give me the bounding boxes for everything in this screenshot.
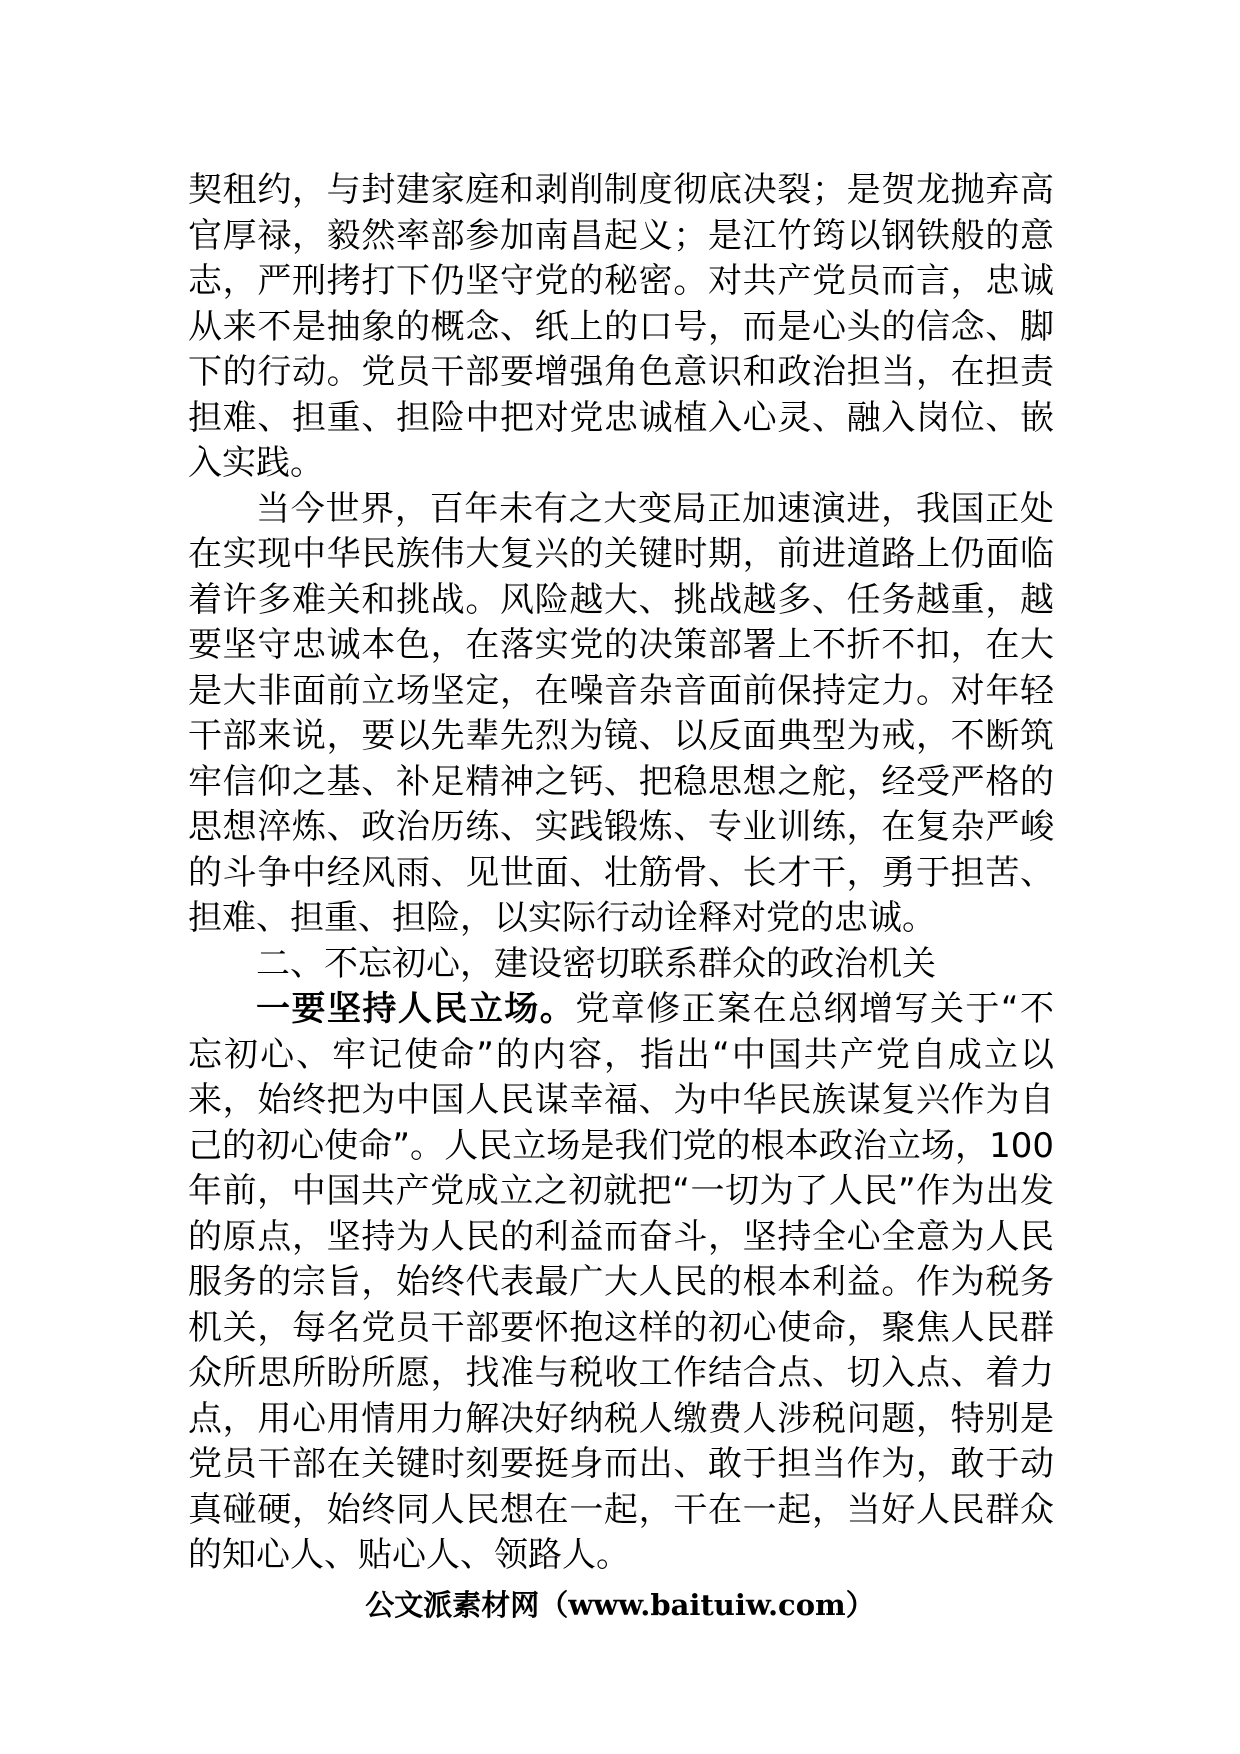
paragraph-4-lead: 一要坚持人民立场。 bbox=[256, 989, 576, 1029]
document-body bbox=[188, 168, 1054, 1579]
paragraph-1-text: 契租约，与封建家庭和剥削制度彻底决裂；是贺龙抛弃高官厚禄，毅然率部参加南昌起义；是江竹筠以钢铁般的意志，严刑拷打下仍坚守党的秘密。对共产党员而言，忠诚从来不是抽象的概念、纸上的口号，而是心头的信念、脚下的行动。党员干部要增强角色意识和政治担当，在担责担难、担重、担险中把对党忠诚植入心灵、融入岗位、嵌入实践。 bbox=[188, 170, 1054, 483]
paragraph-2 bbox=[188, 487, 1054, 942]
section-heading bbox=[188, 942, 1054, 988]
footer-source: 公文派素材网（www.baituiw.com） bbox=[365, 1588, 875, 1622]
paragraph-4 bbox=[188, 987, 1054, 1579]
paragraph-2-text: 当今世界，百年未有之大变局正加速演进，我国正处在实现中华民族伟大复兴的关键时期，前进道路上仍面临着许多难关和挑战。风险越大、挑战越多、任务越重，越要坚守忠诚本色，在落实党的决策部署上不折不扣，在大是大非面前立场坚定，在噪音杂音面前保持定力。对年轻干部来说，要以先辈先烈为镜、以反面典型为戒，不断筑牢信仰之基、补足精神之钙、把稳思想之舵，经受严格的思想淬炼、政治历练、实践锻炼、专业训练，在复杂严峻的斗争中经风雨、见世面、壮筋骨、长才干，勇于担苦、担难、担重、担险，以实际行动诠释对党的忠诚。 bbox=[188, 488, 1054, 938]
paragraph-4-text: 党章修正案在总纲增写关于“不忘初心、牢记使命”的内容，指出“中国共产党自成立以来，始终把为中国人民谋幸福、为中华民族谋复兴作为自己的初心使命”。人民立场是我们党的根本政治立场，100年前，中国共产党成立之初就把“一切为了人民”作为出发的原点，坚持为人民的利益而奋斗，坚持全心全意为人民服务的宗旨，始终代表最广大人民的根本利益。作为税务机关，每名党员干部要怀抱这样的初心使命，聚焦人民群众所思所盼所愿，找准与税收工作结合点、切入点、着力点，用心用情用力解决好纳税人缴费人涉税问题，特别是党员干部在关键时刻要挺身而出、敢于担当作为，敢于动真碰硬，始终同人民想在一起，干在一起，当好人民群众的知心人、贴心人、领路人。 bbox=[188, 989, 1054, 1575]
section-heading-text: 二、不忘初心，建设密切联系群众的政治机关 bbox=[256, 943, 936, 984]
paragraph-1 bbox=[188, 168, 1054, 487]
